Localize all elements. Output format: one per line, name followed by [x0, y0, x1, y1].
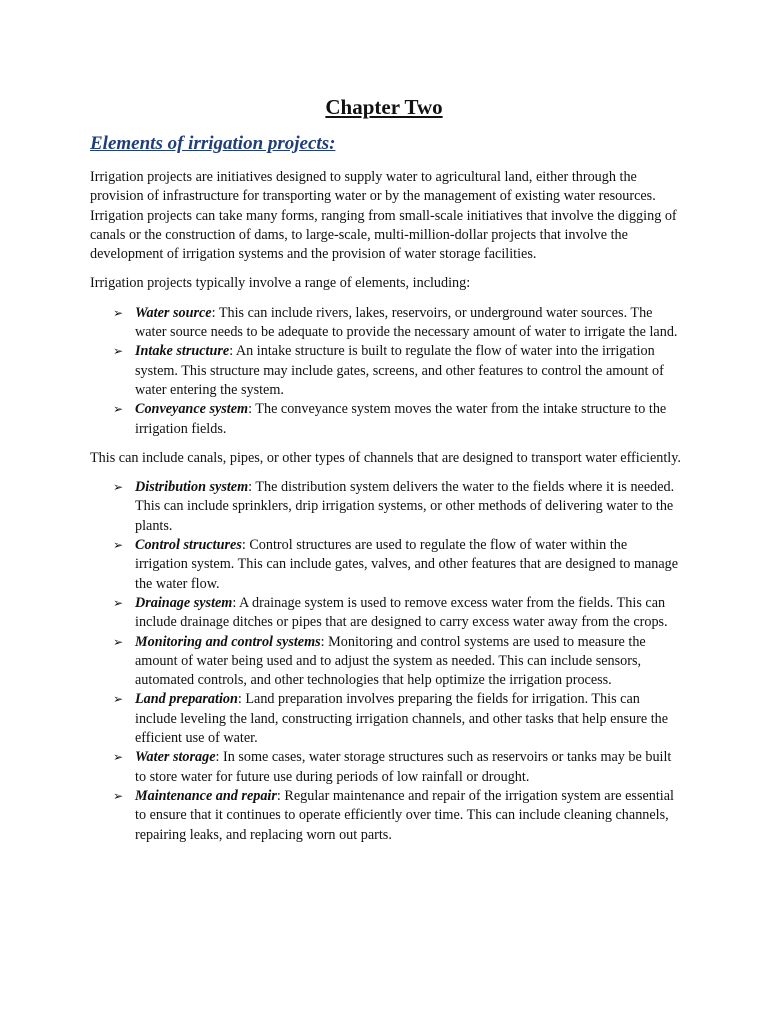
- list-item: [90, 400, 682, 439]
- arrowhead-bullet-icon: ➢: [113, 595, 124, 610]
- list-item: [90, 342, 682, 400]
- list-item-term: Control structures: [135, 537, 242, 554]
- list-item: [90, 594, 682, 633]
- list-item-term: Monitoring and control systems: [135, 633, 321, 650]
- list-item-term: Distribution system: [135, 479, 249, 496]
- list-item-text: : Land preparation involves preparing the fields for irrigation. This can include leveling the land, constructing irrigation channels, and other tasks that help ensure the efficient use of water.: [135, 691, 669, 747]
- list-item-term: Intake structure: [135, 343, 230, 360]
- middle-paragraph: This can include canals, pipes, or other types of channels that are designed to transport water efficiently.: [90, 449, 681, 466]
- list-item-term: Drainage system: [135, 594, 233, 611]
- list-item: [90, 304, 682, 343]
- list-item-text: : Regular maintenance and repair of the irrigation system are essential to ensure that it continues to operate efficiently over time. This can include cleaning channels, repairing leaks, and replacing worn out parts.: [135, 787, 674, 843]
- list-item-text: : Monitoring and control systems are used to measure the amount of water being used and to adjust the system as needed. This can include sensors, automated controls, and other technologies that help optimize the irrigation process.: [135, 633, 646, 689]
- list-item: [90, 536, 682, 594]
- list-item-text: : An intake structure is built to regulate the flow of water into the irrigation system. This structure may include gates, screens, and other features to control the amount of water entering the system.: [135, 343, 664, 398]
- arrowhead-bullet-icon: ➢: [113, 344, 124, 359]
- list-item: [90, 690, 682, 748]
- lead-in-paragraph: Irrigation projects typically involve a range of elements, including:: [90, 275, 471, 292]
- document-body: [90, 168, 682, 855]
- arrowhead-bullet-icon: ➢: [113, 480, 124, 495]
- list-item-term: Water storage: [135, 749, 216, 766]
- list-item-text: : The conveyance system moves the water from the intake structure to the irrigation fields.: [135, 401, 667, 437]
- arrowhead-bullet-icon: ➢: [113, 788, 124, 803]
- list-item: [90, 787, 682, 845]
- list-item-term: Land preparation: [135, 691, 238, 708]
- arrowhead-bullet-icon: ➢: [113, 402, 124, 417]
- chapter-title: Chapter Two: [325, 95, 443, 119]
- arrowhead-bullet-icon: ➢: [113, 634, 124, 649]
- list-item-term: Maintenance and repair: [135, 787, 277, 804]
- list-item: [90, 748, 682, 787]
- list-item-text: : In some cases, water storage structures such as reservoirs or tanks may be built to store water for future use during periods of low rainfall or drought.: [135, 749, 672, 785]
- arrowhead-bullet-icon: ➢: [113, 538, 124, 553]
- list-item: [90, 633, 682, 691]
- arrowhead-bullet-icon: ➢: [113, 692, 124, 707]
- arrowhead-bullet-icon: ➢: [113, 305, 124, 320]
- list-item-text: : Control structures are used to regulate the flow of water within the irrigation system. This can include gates, valves, and other features that are designed to manage the water flow.: [135, 537, 679, 592]
- arrowhead-bullet-icon: ➢: [113, 750, 124, 765]
- intro-paragraph: Irrigation projects are initiatives designed to supply water to agricultural land, either through the provision of infrastructure for transporting water or by the management of existing water resources. Irrigation projects can take many forms, ranging from small-scale initiatives that involve the digging of canals or the construction of dams, to large-scale, multi-million-dollar projects that involve the development of irrigation systems and the provision of water storage facilities.: [90, 169, 677, 263]
- list-item-text: : A drainage system is used to remove excess water from the fields. This can include drainage ditches or pipes that are designed to carry excess water away from the crops.: [135, 594, 668, 631]
- list-item-term: Conveyance system: [135, 401, 249, 418]
- list-item-text: : The distribution system delivers the water to the fields where it is needed. This can include sprinklers, drip irrigation systems, or other methods of delivering water to the plants.: [135, 479, 675, 534]
- element-list-1: [90, 304, 682, 439]
- list-item-text: : This can include rivers, lakes, reservoirs, or underground water sources. The water source needs to be adequate to provide the necessary amount of water to irrigate the land.: [135, 304, 678, 341]
- section-title: Elements of irrigation projects:: [90, 133, 336, 154]
- list-item: [90, 478, 682, 536]
- element-list-2: [90, 478, 682, 845]
- list-item-term: Water source: [135, 304, 212, 321]
